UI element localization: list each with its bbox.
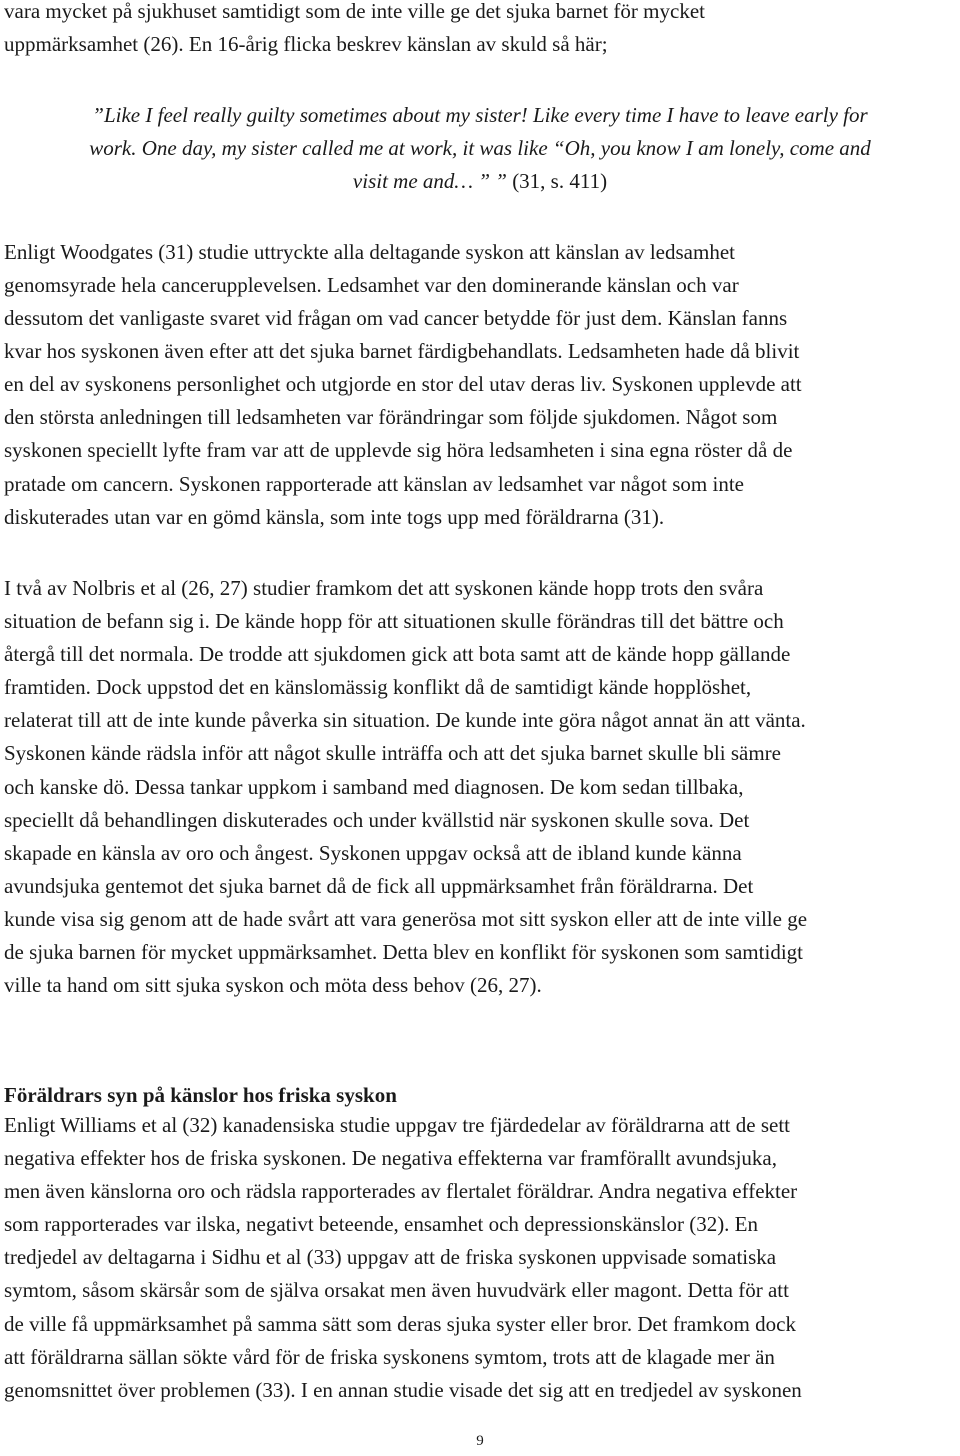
text-line: återgå till det normala. De trodde att sjukdomen gick att bota samt att de kände hopp gällande — [4, 642, 791, 666]
text-line: relaterat till att de inte kunde påverka sin situation. De kunde inte göra något annat än att vänta. — [4, 708, 806, 732]
text-line: de ville få uppmärksamhet på samma sätt som deras sjuka syster eller bror. Det framkom dock — [4, 1312, 796, 1336]
text-line: att föräldrarna sällan sökte vård för de friska syskonens symtom, trots att de klagade mer än — [4, 1345, 775, 1369]
text-line: den största anledningen till ledsamheten var förändringar som följde sjukdomen. Något som — [4, 405, 778, 429]
text-line: vara mycket på sjukhuset samtidigt som de inte ville ge det sjuka barnet för mycket — [4, 0, 705, 23]
text-line: skapade en känsla av oro och ångest. Syskonen uppgav också att de ibland kunde känna — [4, 841, 742, 865]
text-line: syskonen speciellt lyfte fram var att de upplevde sig höra ledsamheten i sina egna röster då de — [4, 438, 793, 462]
text-line: men även känslorna oro och rädsla rapporterades av flertalet föräldrar. Andra negativa effekter — [4, 1179, 798, 1203]
text-line: negativa effekter hos de friska syskonen. De negativa effekterna var framförallt avundsjuka, — [4, 1146, 778, 1170]
text-line: symtom, såsom skärsår som de själva orsakat men även huvudvärk eller magont. Detta för att — [4, 1278, 789, 1302]
page-number: 9 — [476, 1433, 484, 1449]
text-line: genomsnittet över problemen (33). I en annan studie visade det sig att en tredjedel av syskonen — [4, 1378, 802, 1402]
text-line: pratade om cancern. Syskonen rapporterade att känslan av ledsamhet var något som inte — [4, 472, 744, 496]
text-line: Enligt Williams et al (32) kanadensiska studie uppgav tre fjärdedelar av föräldrarna att de sett — [4, 1113, 790, 1137]
text-line: och kanske dö. Dessa tankar uppkom i samband med diagnosen. De kom sedan tillbaka, — [4, 775, 744, 799]
section-heading: Föräldrars syn på känslor hos friska syskon — [4, 1083, 397, 1107]
text-line: Enligt Woodgates (31) studie uttryckte alla deltagande syskon att känslan av ledsamhet — [4, 240, 735, 264]
text-line: Syskonen kände rädsla inför att något skulle inträffa och att det sjuka barnet skulle bli sämre — [4, 741, 781, 765]
text-line: diskuterades utan var en gömd känsla, som inte togs upp med föräldrarna (31). — [4, 505, 665, 529]
text-line: speciellt då behandlingen diskuterades och under kvällstid när syskonen skulle sova. Det — [4, 808, 750, 832]
quote-line — [0, 167, 960, 195]
quote-line: ”Like I feel really guilty sometimes about my sister! Like every time I have to leave early for — [92, 103, 868, 127]
text-line: I två av Nolbris et al (26, 27) studier framkom det att syskonen kände hopp trots den svåra — [4, 576, 764, 600]
text-line: en del av syskonens personlighet och utgjorde en stor del utav deras liv. Syskonen upplevde att — [4, 372, 802, 396]
text-line: avundsjuka gentemot det sjuka barnet då de fick all uppmärksamhet från föräldrarna. Det — [4, 874, 754, 898]
text-line: dessutom det vanligaste svaret vid frågan om vad cancer betydde för just dem. Känslan fanns — [4, 306, 788, 330]
quote-text: visit me and… ” ” — [352, 169, 507, 193]
text-line: framtiden. Dock uppstod det en känslomässig konflikt då de samtidigt kände hopplöshet, — [4, 675, 752, 699]
text-line: tredjedel av deltagarna i Sidhu et al (33) uppgav att de friska syskonen uppvisade somatiska — [4, 1245, 777, 1269]
text-line: som rapporterades var ilska, negativt beteende, ensamhet och depressionskänslor (32). En — [4, 1212, 759, 1236]
text-line: kunde visa sig genom att de hade svårt att vara generösa mot sitt syskon eller att de inte ville ge — [4, 907, 808, 931]
text-line: genomsyrade hela cancerupplevelsen. Ledsamhet var den dominerande känslan och var — [4, 273, 739, 297]
quote-line: work. One day, my sister called me at work, it was like “Oh, you know I am lonely, come and — [89, 136, 871, 160]
text-line: de sjuka barnen för mycket uppmärksamhet. Detta blev en konflikt för syskonen som samtidigt — [4, 940, 803, 964]
text-line: kvar hos syskonen även efter att det sjuka barnet färdigbehandlats. Ledsamheten hade då blivit — [4, 339, 800, 363]
quote-citation: (31, s. 411) — [506, 169, 608, 193]
text-line: ville ta hand om sitt sjuka syskon och möta dess behov (26, 27). — [4, 973, 542, 997]
text-line: uppmärksamhet (26). En 16-årig flicka beskrev känslan av skuld så här; — [4, 32, 608, 56]
text-line: situation de befann sig i. De kände hopp för att situationen skulle förändras till det bättre och — [4, 609, 784, 633]
